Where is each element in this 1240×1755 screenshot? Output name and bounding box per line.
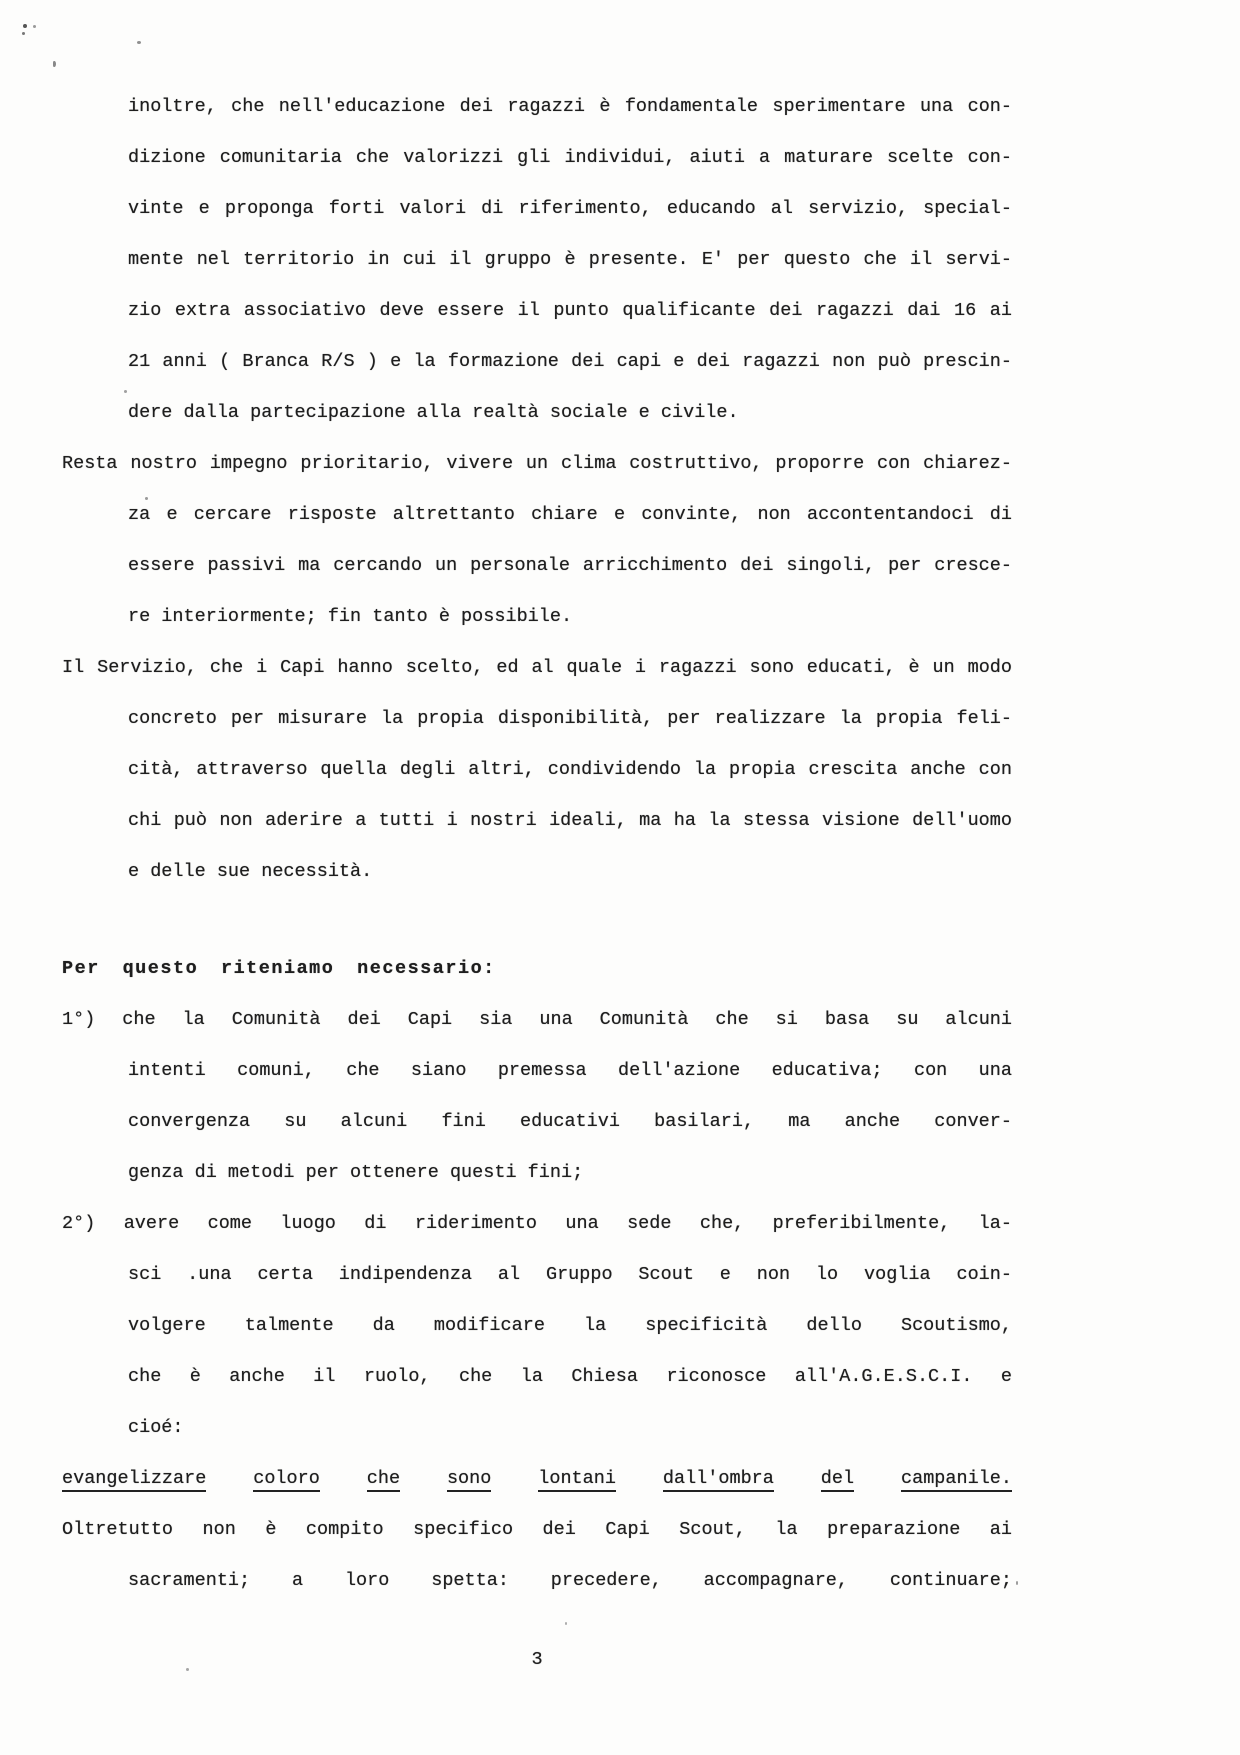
paragraph-line: e delle sue necessità. (128, 861, 373, 882)
scan-artifact-dot (23, 24, 27, 28)
paragraph-line: mente nel territorio in cui il gruppo è presente. E' per questo che il servi- (128, 249, 1012, 270)
paragraph-line: Oltretutto non è compito specifico dei Capi Scout, la preparazione ai (62, 1519, 1012, 1540)
paragraph-spacer (62, 897, 1012, 943)
scan-artifact-dot (53, 61, 56, 67)
list-item-line: che è anche il ruolo, che la Chiesa riconosce all'A.G.E.S.C.I. e (128, 1366, 1012, 1387)
scan-artifact-dot (124, 390, 127, 393)
list-item-line: intenti comuni, che siano premessa dell'azione educativa; con una (128, 1060, 1012, 1081)
paragraph-line: chi può non aderire a tutti i nostri ideali, ma ha la stessa visione dell'uomo (128, 810, 1012, 831)
paragraph-line: 21 anni ( Branca R/S ) e la formazione dei capi e dei ragazzi non può prescin- (128, 351, 1012, 372)
scan-artifact-dot (145, 497, 148, 500)
section-heading: Per questo riteniamo necessario: (62, 958, 496, 979)
list-item-line: genza di metodi per ottenere questi fini; (128, 1162, 584, 1183)
paragraph-line: essere passivi ma cercando un personale arricchimento dei singoli, per cresce- (128, 555, 1012, 576)
paragraph-line: dere dalla partecipazione alla realtà sociale e civile. (128, 402, 739, 423)
paragraph-line: Il Servizio, che i Capi hanno scelto, ed al quale i ragazzi sono educati, è un modo (62, 657, 1012, 678)
paragraph-line: re interiormente; fin tanto è possibile. (128, 606, 573, 627)
scan-artifact-dot (22, 32, 25, 35)
paragraph-line: concreto per misurare la propia disponibilità, per realizzare la propia feli- (128, 708, 1012, 729)
list-item-line: convergenza su alcuni fini educativi basilari, ma anche conver- (128, 1111, 1012, 1132)
list-item-line: sci .una certa indipendenza al Gruppo Scout e non lo voglia coin- (128, 1264, 1012, 1285)
paragraph-line: inoltre, che nell'educazione dei ragazzi è fondamentale sperimentare una con- (128, 96, 1012, 117)
paragraph-line: cità, attraverso quella degli altri, condividendo la propia crescita anche con (128, 759, 1012, 780)
paragraph-line: sacramenti; a loro spetta: precedere, accompagnare, continuare; (128, 1570, 1012, 1591)
paragraph-line: Resta nostro impegno prioritario, vivere un clima costruttivo, proporre con chiarez- (62, 453, 1012, 474)
page-number: 3 (531, 1649, 543, 1670)
underlined-emphasis-line: evangelizzare coloro che sono lontani dall'ombra del campanile. (62, 1453, 1012, 1504)
list-item-line: volgere talmente da modificare la specificità dello Scoutismo, (128, 1315, 1012, 1336)
scan-artifact-dot (137, 41, 141, 44)
list-item-line: 2°) avere come luogo di riderimento una sede che, preferibilmente, la- (62, 1213, 1012, 1234)
document-text-block (62, 81, 1012, 1685)
scan-artifact-dot (33, 25, 36, 28)
list-item-line: cioé: (128, 1417, 184, 1438)
scan-artifact-dot (565, 1622, 567, 1625)
list-item-line: 1°) che la Comunità dei Capi sia una Comunità che si basa su alcuni (62, 1009, 1012, 1030)
paragraph-line: dizione comunitaria che valorizzi gli individui, aiuti a maturare scelte con- (128, 147, 1012, 168)
scan-artifact-dot (186, 1668, 189, 1671)
paragraph-line: vinte e proponga forti valori di riferimento, educando al servizio, special- (128, 198, 1012, 219)
scan-artifact-dot (1016, 1581, 1018, 1585)
paragraph-line: za e cercare risposte altrettanto chiare e convinte, non accontentandoci di (128, 504, 1012, 525)
paragraph-line: zio extra associativo deve essere il punto qualificante dei ragazzi dai 16 ai (128, 300, 1012, 321)
